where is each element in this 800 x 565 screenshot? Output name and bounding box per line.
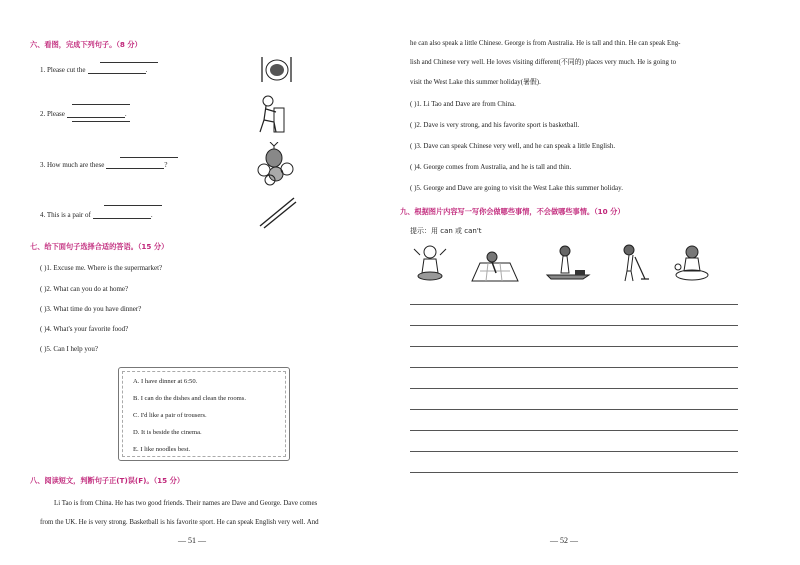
item-text: 2. Please	[40, 110, 65, 118]
mopping-icon	[470, 243, 520, 283]
right-page	[400, 0, 800, 565]
section9-title: 九、根据图片内容写一写你会做哪些事情，不会做哪些事情。（10 分）	[400, 207, 625, 216]
section8-title: 八、阅读短文，判断句子正(T)误(F)。（15 分）	[30, 476, 185, 485]
question-5: ( )5. Can I help you?	[40, 345, 98, 353]
answer-blank[interactable]	[72, 104, 130, 105]
answer-blank[interactable]	[72, 121, 130, 122]
reading-line-4: lish and Chinese very well. He loves visiting different(不同的) places very much. He is going to	[410, 59, 677, 66]
answer-blank[interactable]	[104, 205, 162, 206]
option-c: C. I'd like a pair of trousers.	[133, 412, 207, 419]
item-text: 1. Please cut the	[40, 66, 86, 74]
ironing-icon	[545, 243, 591, 283]
plate-icon	[258, 54, 294, 84]
section6-item-2	[40, 110, 127, 118]
writing-line[interactable]	[410, 409, 738, 410]
option-e: E. I like noodles best.	[133, 446, 191, 453]
judgement-3: ( )3. Dave can speak Chinese very well, and he can speak a little English.	[410, 142, 616, 150]
reading-line-1: Li Tao is from China. He has two good friends. Their names are Dave and George. Dave comes	[54, 500, 318, 507]
fruit-basket-icon	[256, 142, 296, 186]
section6-item-4	[40, 211, 153, 219]
person-sitting-icon	[256, 94, 288, 136]
item-text: 4. This is a pair of	[40, 211, 91, 219]
writing-line[interactable]	[410, 304, 738, 305]
judgement-1: ( )1. Li Tao and Dave are from China.	[410, 100, 516, 108]
item-suffix: .	[124, 110, 127, 118]
sweeping-icon	[615, 243, 649, 285]
item-text: 3. How much are these	[40, 161, 105, 169]
writing-line[interactable]	[410, 367, 738, 368]
answer-blank[interactable]	[88, 72, 146, 74]
option-d: D. It is beside the cinema.	[133, 429, 202, 436]
judgement-5: ( )5. George and Dave are going to visit the West Lake this summer holiday.	[410, 184, 623, 192]
answer-blank[interactable]	[100, 62, 158, 63]
writing-line[interactable]	[410, 451, 738, 452]
reading-line-3: he can also speak a little Chinese. George is from Australia. He is tall and thin. He can speak Eng-	[410, 40, 681, 47]
writing-line[interactable]	[410, 325, 738, 326]
reading-line-2: from the UK. He is very strong. Basketball is his favorite sport. He can speak English very well. And	[40, 519, 319, 526]
writing-line[interactable]	[410, 430, 738, 431]
section7-title: 七、给下面句子选择合适的答语。（15 分）	[30, 242, 169, 251]
section6-item-1	[40, 66, 147, 74]
judgement-2: ( )2. Dave is very strong, and his favorite sport is basketball.	[410, 121, 580, 129]
reading-line-5: visit the West Lake this summer holiday(暑假).	[410, 79, 541, 86]
writing-line[interactable]	[410, 388, 738, 389]
answer-options-box	[118, 367, 290, 461]
answer-blank[interactable]	[67, 116, 125, 118]
page-number: — 51 —	[178, 536, 206, 545]
item-suffix: .	[150, 211, 153, 219]
item-suffix: .	[145, 66, 148, 74]
answer-blank[interactable]	[120, 157, 178, 158]
hint-text: 提示：用 can 或 can't	[410, 227, 482, 235]
judgement-4: ( )4. George comes from Australia, and he is tall and thin.	[410, 163, 572, 171]
question-4: ( )4. What's your favorite food?	[40, 325, 129, 333]
page-number: — 52 —	[550, 536, 578, 545]
item-suffix: ?	[164, 161, 168, 169]
washing-icon	[670, 243, 714, 283]
answer-blank[interactable]	[106, 167, 164, 169]
option-b: B. I can do the dishes and clean the rooms.	[133, 395, 246, 402]
section6-item-3	[40, 161, 167, 169]
question-3: ( )3. What time do you have dinner?	[40, 305, 142, 313]
option-a: A. I have dinner at 6:50.	[133, 378, 198, 385]
writing-line[interactable]	[410, 346, 738, 347]
section6-title: 六、看图，完成下列句子。（8 分）	[30, 40, 142, 49]
chopsticks-icon	[258, 196, 298, 230]
writing-line[interactable]	[410, 472, 738, 473]
cooking-icon	[410, 243, 450, 283]
question-1: ( )1. Excuse me. Where is the supermarket?	[40, 264, 163, 272]
answer-blank[interactable]	[93, 217, 151, 219]
question-2: ( )2. What can you do at home?	[40, 285, 129, 293]
